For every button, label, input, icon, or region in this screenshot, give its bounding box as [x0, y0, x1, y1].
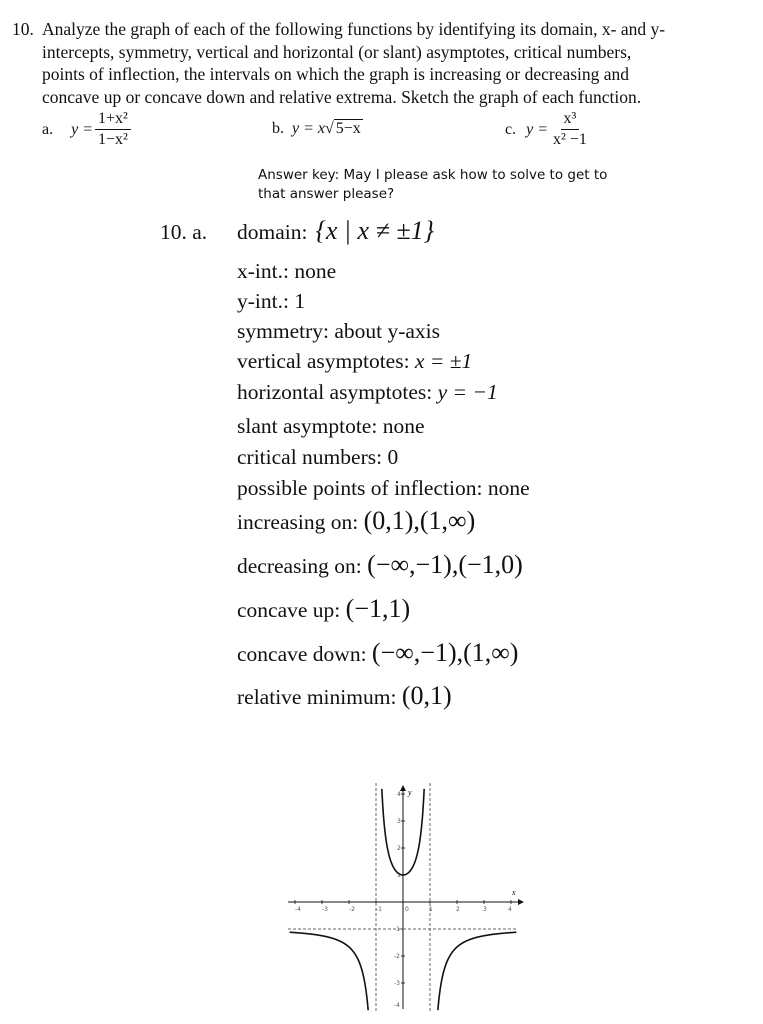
answer-line: relative minimum: (0,1) — [237, 681, 452, 710]
answer-line: concave up: (−1,1) — [237, 594, 411, 623]
y-tick-label: -2 — [394, 953, 400, 960]
answer-heading: 10. a. domain: {x | x ≠ ±1} — [160, 216, 435, 245]
x-tick-label: 4 — [508, 906, 512, 913]
part-b-radicand: 5−x — [335, 120, 361, 137]
domain-label: domain: — [237, 220, 308, 244]
domain-value: {x | x ≠ ±1} — [315, 216, 435, 245]
x-tick-label: -2 — [349, 906, 355, 913]
y-tick-label: 3 — [397, 818, 401, 825]
answer-line: decreasing on: (−∞,−1),(−1,0) — [237, 550, 523, 579]
problem-number: 10. — [12, 19, 34, 39]
problem-statement — [12, 18, 752, 108]
answer-line: concave down: (−∞,−1),(1,∞) — [237, 638, 519, 667]
student-question: Answer key: May I please ask how to solve to get to that answer please? — [258, 167, 608, 202]
x-tick-label: -1 — [376, 906, 382, 913]
x-tick-label: -4 — [295, 906, 301, 913]
problem-line-1: 10. Analyze the graph of each of the following functions by identifying its domain, x- and y- — [12, 19, 666, 39]
y-tick-label: -1 — [394, 926, 400, 933]
y-tick-label: -4 — [394, 1002, 400, 1009]
answer-line: horizontal asymptotes: y = −1 — [237, 380, 498, 404]
part-a-fraction: $\frac{\text{1+x²}}{\text{1−x²}}$ — [95, 110, 131, 149]
answer-line: vertical asymptotes: x = ±1 — [237, 349, 473, 373]
part-c-fraction: $\frac{\text{x³}}{\text{x² −1}}$ — [553, 110, 587, 148]
part-a: a. y = $\frac{\text{1+x²}}{\text{1−x²}}$ — [42, 110, 133, 149]
answer-line: possible points of inflection: none — [237, 476, 530, 500]
function-graph — [288, 783, 528, 1013]
part-c: c. y = $\frac{\text{x³}}{\text{x² −1}}$ — [505, 110, 592, 149]
curve-left-branch — [290, 932, 369, 1010]
y-tick-label: -3 — [394, 980, 400, 987]
x-tick-label: 0 — [405, 906, 409, 913]
curve-right-branch — [438, 932, 517, 1010]
y-tick-label: 4 — [397, 791, 401, 798]
part-b: b. y = x √ 5−x — [272, 119, 361, 137]
problem-line-3: points of inflection, the intervals on which the graph is increasing or decreasing and — [42, 64, 630, 84]
problem-parts — [0, 108, 763, 158]
answer-line: symmetry: about y-axis — [237, 319, 441, 343]
answer-line: increasing on: (0,1),(1,∞) — [237, 506, 476, 535]
y-tick-label: 1 — [397, 872, 401, 879]
y-axis-arrow-icon — [400, 785, 406, 791]
y-axis-label: y — [408, 788, 412, 797]
problem-line-2: intercepts, symmetry, vertical and horizontal (or slant) asymptotes, critical numbers, — [42, 41, 632, 62]
answer-line: y-int.: 1 — [237, 289, 306, 313]
x-tick-label: -3 — [322, 906, 328, 913]
x-tick-label: 2 — [456, 906, 460, 913]
x-axis-label: x — [512, 888, 516, 897]
x-tick-label: 1 — [429, 906, 433, 913]
x-tick-label: 3 — [483, 906, 487, 913]
answer-line: x-int.: none — [237, 259, 337, 283]
answer-line: critical numbers: 0 — [237, 445, 399, 469]
answer-line: slant asymptote: none — [237, 414, 425, 438]
y-tick-label: 2 — [397, 845, 401, 852]
problem-line-4: concave up or concave down and relative extrema. Sketch the graph of each function. — [42, 86, 642, 107]
x-axis-arrow-icon — [518, 899, 524, 905]
answer-key — [160, 216, 530, 710]
